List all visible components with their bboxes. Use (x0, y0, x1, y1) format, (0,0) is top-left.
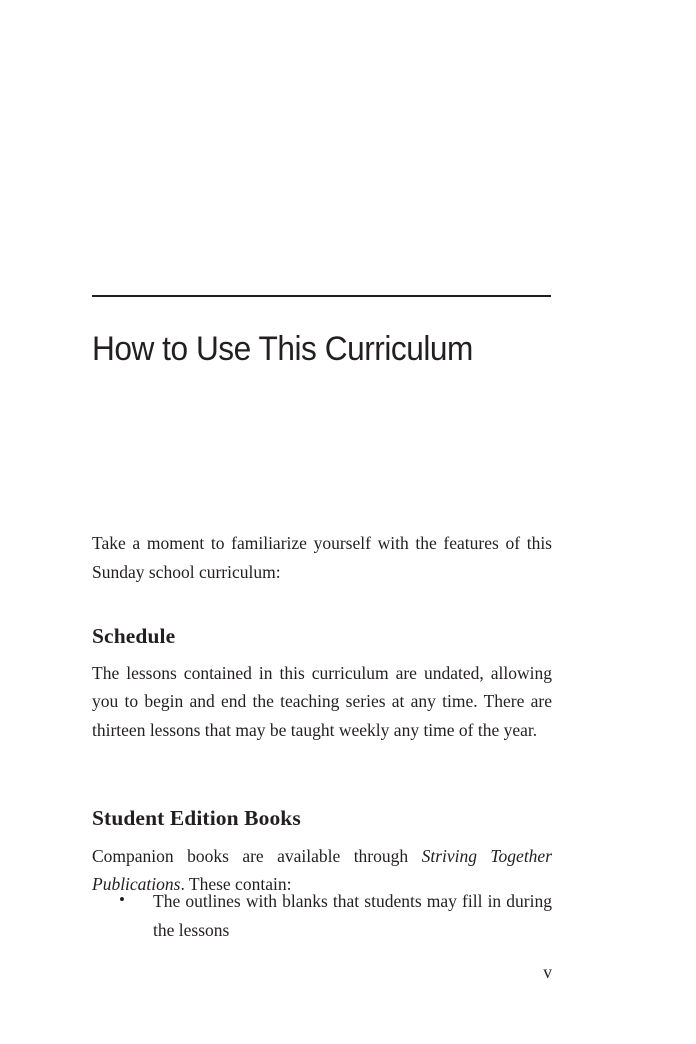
list-item (92, 887, 552, 944)
student-books-text-before-italic: Companion books are available through (92, 845, 422, 866)
section-body-schedule: The lessons contained in this curriculum are undated, allowing you to begin and end the teaching series at any time. There are thirteen lessons that may be taught weekly any time of the year. (92, 662, 552, 740)
chapter-title-rule (92, 295, 551, 297)
intro-paragraph: Take a moment to familiarize yourself with the features of this Sunday school curriculum: (92, 532, 552, 582)
section-heading-student-edition-books: Student Edition Books (92, 805, 301, 830)
section-heading-schedule: Schedule (92, 623, 176, 648)
chapter-title: How to Use This Curriculum (92, 329, 473, 368)
student-books-text-after-italic: . These contain: (180, 874, 292, 894)
bullet-list (92, 887, 552, 944)
page-number: v (543, 962, 552, 982)
publisher-name-italic: Striving Together Publications (92, 845, 553, 894)
list-item-text: The outlines with blanks that students may fill in during the lessons (153, 891, 552, 940)
bullet-icon: • (119, 890, 125, 909)
